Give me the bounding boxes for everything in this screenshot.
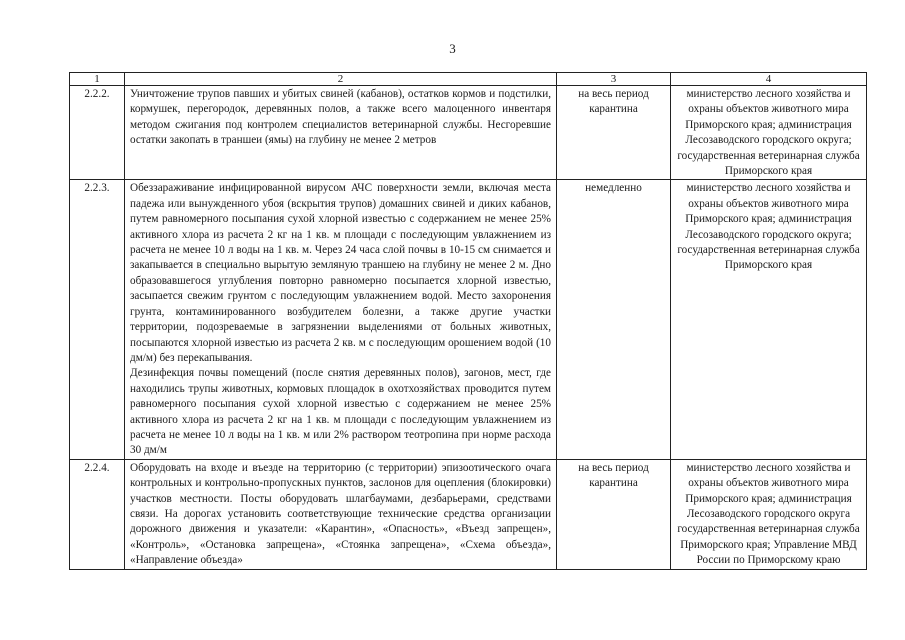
item-number: 2.2.3. <box>70 180 125 459</box>
term-text: немедленно <box>557 180 671 459</box>
action-paragraph: Обеззараживание инфицированной вирусом АЧС поверхности земли, включая места падежа или вынужденного убоя (вскрытия трупов) домашних свиней и диких кабанов, путем равномерного посыпания сухой хлорной известью с содержанием не менее 25% активного хлора из расчета 2 кг на 1 кв. м площади с последующим увлажнением из расчета не менее 10 л воды на 1 кв. м. Через 24 часа слой почвы в 10-15 см снимается и закапывается в специально вырытую земляную траншею на глубину не менее 2 м. Дно образовавшегося углубления повторно равномерно посыпается хлорной известью, засыпается свежим грунтом с последующим увлажнением водой. Место захоронения грунта, контаминированного возбудителем болезни, а также другие участки территории, подозреваемые в загрязнении выделениями от больных животных, посыпаются хлорной известью из расчета 2 кв. м с последующим орошением водой (10 дм/м) без перекапывания. <box>130 182 551 364</box>
page-number: 3 <box>449 41 456 56</box>
column-header: 3 <box>557 73 671 86</box>
action-text <box>125 180 557 459</box>
term-text: на весь период карантина <box>557 459 671 569</box>
responsible-text: министерство лесного хозяйства и охраны объектов животного мира Приморского края; администрация Лесозаводского городского округа государственная ветеринарная служба Приморского края; Управление МВД России по Приморскому краю <box>671 459 867 569</box>
column-header: 4 <box>671 73 867 86</box>
column-header: 1 <box>70 73 125 86</box>
table-row <box>70 459 867 569</box>
measures-table <box>69 72 867 570</box>
action-text <box>125 86 557 180</box>
action-paragraph: Дезинфекция почвы помещений (после снятия деревянных полов), загонов, мест, где находились трупы животных, кормовых площадок в охотхозяйствах проводится путем равномерного посыпания сухой хлорной известью с содержанием не менее 25% активного хлора из расчета 2 кг на 1 кв. м площади с последующим увлажнением из расчета не менее 10 л воды на 1 кв. м или 2% раствором теотропина при норме расхода 30 дм/м <box>130 367 551 457</box>
responsible-text: министерство лесного хозяйства и охраны объектов животного мира Приморского края; администрация Лесозаводского городского округа; государственная ветеринарная служба Приморского края <box>671 180 867 459</box>
column-header: 2 <box>125 73 557 86</box>
header-row <box>70 73 867 86</box>
action-paragraph: Уничтожение трупов павших и убитых свиней (кабанов), остатков кормов и подстилки, кормушек, перегородок, деревянных полов, а также всего малоценного инвентаря методом сжигания под контролем специалистов ветеринарной службы. Несгоревшие остатки закопать в траншеи (ямы) на глубину не менее 2 метров <box>130 88 551 147</box>
action-text <box>125 459 557 569</box>
table-row <box>70 86 867 180</box>
table-row <box>70 180 867 459</box>
action-paragraph: Оборудовать на входе и въезде на территорию (с территории) эпизоотического очага контрольных и контрольно-пропускных пунктов, заслонов для оцепления (блокировки) участков местности. Посты оборудовать шлагбаумами, дезбарьерами, средствами связи. На дорогах установить соответствующие технические средства организации дорожного движения и указатели: «Карантин», «Опасность», «Въезд запрещен», «Контроль», «Остановка запрещена», «Стоянка запрещена», «Схема объезда», «Направление объезда» <box>130 461 551 567</box>
responsible-text: министерство лесного хозяйства и охраны объектов животного мира Приморского края; администрация Лесозаводского городского округа; государственная ветеринарная служба Приморского края <box>671 86 867 180</box>
term-text: на весь период карантина <box>557 86 671 180</box>
item-number: 2.2.2. <box>70 86 125 180</box>
item-number: 2.2.4. <box>70 459 125 569</box>
